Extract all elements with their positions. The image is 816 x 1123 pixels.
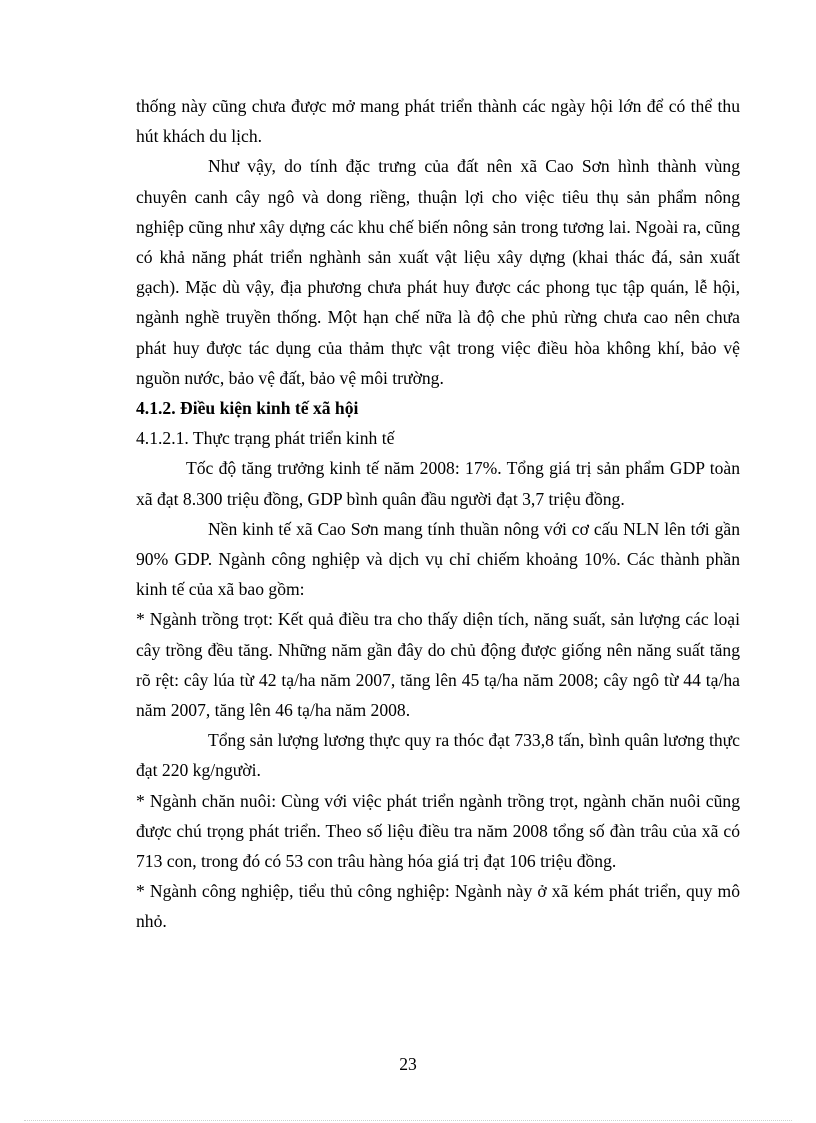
- subsection-heading: 4.1.2.1. Thực trạng phát triển kinh tế: [136, 428, 395, 449]
- paragraph-economy-structure: Nền kinh tế xã Cao Sơn mang tính thuần nông với cơ cấu NLN lên tới gần 90% GDP. Ngành công nghiệp và dịch vụ chỉ chiếm khoảng 10%. Các thành phần kinh tế của xã bao gồm:: [136, 518, 740, 600]
- paragraph-food-output: Tổng sản lượng lương thực quy ra thóc đạt 733,8 tấn, bình quân lương thực đạt 220 kg/người.: [136, 730, 740, 781]
- paragraph-summary: Như vậy, do tính đặc trưng của đất nên xã Cao Sơn hình thành vùng chuyên canh cây ngô và dong riềng, thuận lợi cho việc tiêu thụ sản phẩm nông nghiệp cũng như xây dựng các khu chế biến nông sản trong tương lai. Ngoài ra, cũng có khả năng phát triển nghành sản xuất vật liệu xây dựng (khai thác đá, sản xuất gạch). Mặc dù vậy, địa phương chưa phát huy được các phong tục tập quán, lễ hội, ngành nghề truyền thống. Một hạn chế nữa là độ che phủ rừng chưa cao nên chưa phát huy được tác dụng của thảm thực vật trong việc điều hòa không khí, bảo vệ nguồn nước, bảo vệ đất, bảo vệ môi trường.: [136, 156, 740, 388]
- paragraph-industry: * Ngành công nghiệp, tiểu thủ công nghiệp: Ngành này ở xã kém phát triển, quy mô nhỏ.: [136, 881, 740, 932]
- document-body: [136, 91, 740, 937]
- page-bottom-divider: [24, 1120, 792, 1121]
- paragraph-cultivation: * Ngành trồng trọt: Kết quả điều tra cho thấy diện tích, năng suất, sản lượng các loại cây trồng đều tăng. Những năm gần đây do chủ động được giống nên năng suất tăng rõ rệt: cây lúa từ 42 tạ/ha năm 2007, tăng lên 45 tạ/ha năm 2008; cây ngô từ 44 tạ/ha năm 2007, tăng lên 46 tạ/ha năm 2008.: [136, 609, 740, 721]
- paragraph-livestock: * Ngành chăn nuôi: Cùng với việc phát triển ngành trồng trọt, ngành chăn nuôi cũng được chú trọng phát triển. Theo số liệu điều tra năm 2008 tổng số đàn trâu của xã có 713 con, trong đó có 53 con trâu hàng hóa giá trị đạt 106 triệu đồng.: [136, 790, 740, 872]
- paragraph-growth-rate: Tốc độ tăng trưởng kinh tế năm 2008: 17%. Tổng giá trị sản phẩm GDP toàn xã đạt 8.300 triệu đồng, GDP bình quân đầu người đạt 3,7 triệu đồng.: [136, 458, 740, 509]
- paragraph-tradition-continuation: thống này cũng chưa được mở mang phát triển thành các ngày hội lớn để có thể thu hút khách du lịch.: [136, 96, 740, 147]
- page-number: 23: [399, 1054, 417, 1074]
- section-heading: 4.1.2. Điều kiện kinh tế xã hội: [136, 398, 359, 419]
